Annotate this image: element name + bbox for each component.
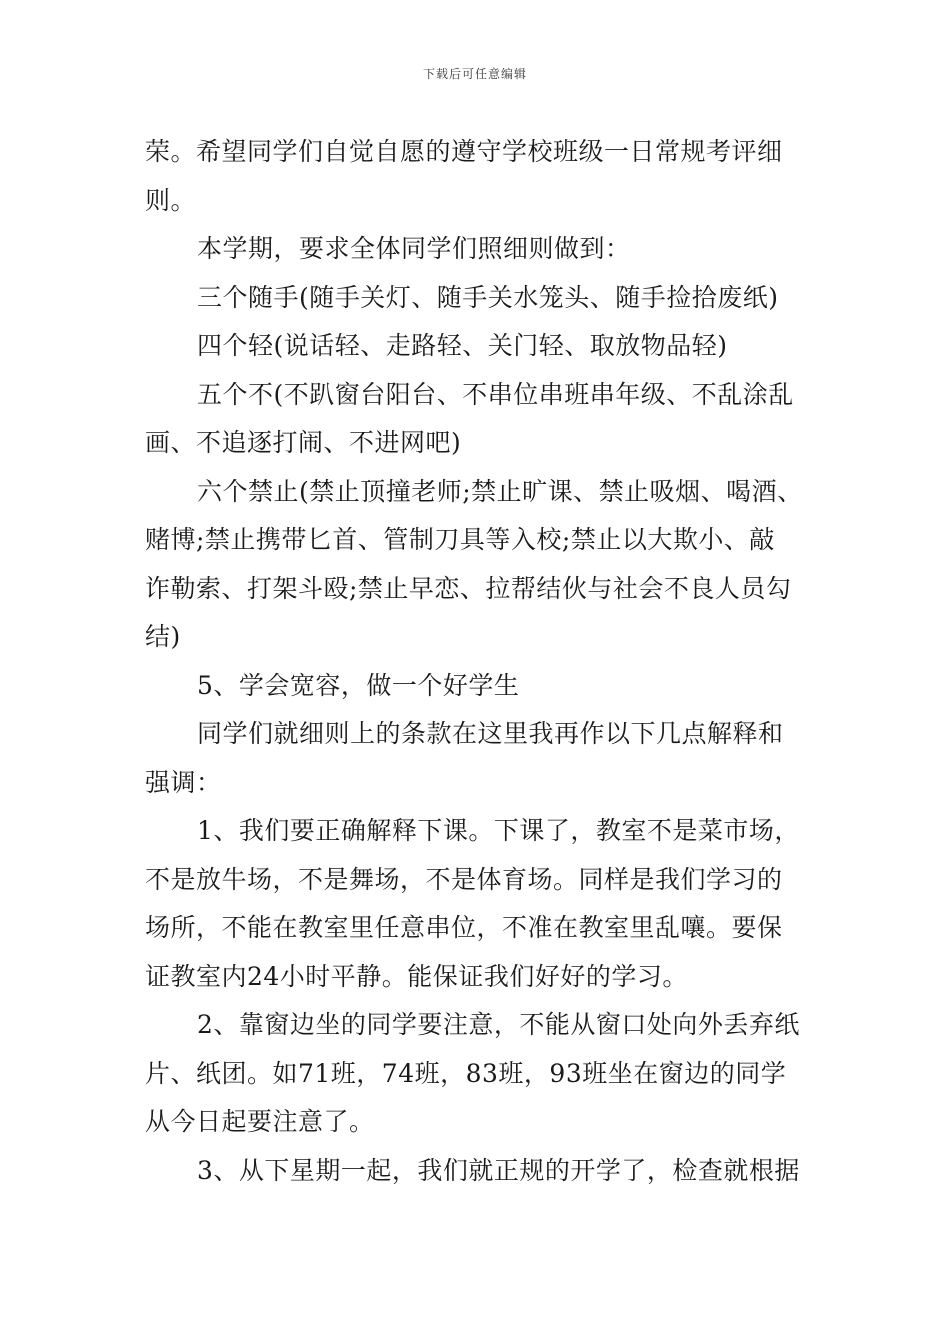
text-line: 则。 — [145, 185, 197, 215]
text-line: 不是放牛场，不是舞场，不是体育场。同样是我们学习的 — [145, 864, 783, 894]
text-line: 诈勒索、打架斗殴;禁止早恋、拉帮结伙与社会不良人员勾 — [145, 573, 792, 603]
text-line: 片、纸团。如71班，74班，83班，93班坐在窗边的同学 — [145, 1058, 787, 1088]
text-line: 2、靠窗边坐的同学要注意，不能从窗口处向外丢弃纸 — [197, 1010, 800, 1039]
text-line: 结) — [145, 622, 181, 651]
text-line: 5、学会宽容，做一个好学生 — [197, 670, 520, 700]
text-line: 3、从下星期一起，我们就正规的开学了，检查就根据 — [197, 1155, 800, 1185]
text-line: 本学期，要求全体同学们照细则做到： — [197, 234, 631, 263]
text-line: 四个轻(说话轻、走路轻、关门轻、取放物品轻) — [197, 331, 728, 360]
text-line: 强调： — [145, 767, 222, 797]
text-line: 画、不追逐打闹、不进网吧) — [145, 428, 462, 457]
text-line: 六个禁止(禁止顶撞老师;禁止旷课、禁止吸烟、喝酒、 — [197, 476, 803, 506]
text-line: 场所，不能在教室里任意串位，不准在教室里乱嚷。要保 — [145, 913, 783, 942]
text-line: 1、我们要正确解释下课。下课了，教室不是菜市场， — [197, 816, 800, 845]
document-body — [145, 128, 835, 1195]
text-line: 荣。希望同学们自觉自愿的遵守学校班级一日常规考评细 — [145, 137, 783, 166]
text-line: 证教室内24小时平静。能保证我们好好的学习。 — [145, 961, 688, 991]
page-header: 下载后可任意编辑 — [422, 67, 527, 81]
text-line: 五个不(不趴窗台阳台、不串位串班串年级、不乱涂乱 — [197, 379, 794, 409]
text-line: 三个随手(随手关灯、随手关水笼头、随手捡拾废纸) — [197, 282, 779, 312]
text-line: 从今日起要注意了。 — [145, 1107, 375, 1136]
text-line: 同学们就细则上的条款在这里我再作以下几点解释和 — [197, 719, 784, 748]
text-line: 赌博;禁止携带匕首、管制刀具等入校;禁止以大欺小、敲 — [145, 525, 775, 554]
